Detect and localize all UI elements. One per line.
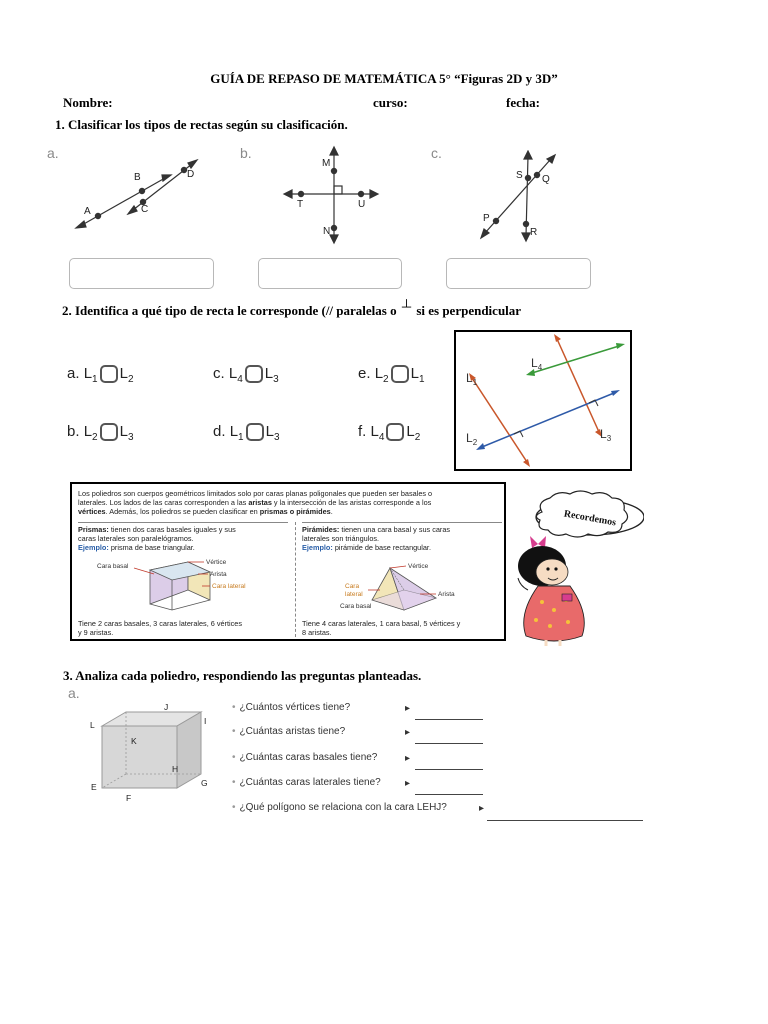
arrow-right-icon: ▸: [405, 703, 411, 714]
prism-edge: [150, 604, 172, 610]
q2-item-left-sub: 1: [238, 432, 244, 443]
name-label: Nombre:: [63, 95, 113, 110]
q2-answer-square-c[interactable]: [245, 365, 263, 383]
arrow-right-icon: ▸: [479, 803, 485, 814]
arrowhead-icon: [330, 147, 338, 155]
q1-item-b-letter: b.: [240, 145, 252, 161]
divider: [295, 522, 296, 637]
pyramid-label-edge: Arista: [438, 591, 455, 598]
q3-question-4: • ¿Cuántas caras laterales tiene?: [232, 777, 381, 788]
q2-item-e: [358, 365, 425, 385]
pyramid-summary-line: Tiene 4 caras laterales, 1 cara basal, 5 vértices y: [302, 619, 461, 628]
pointer-arrow: [390, 566, 406, 568]
q2-prompt-before: 2. Identifica a qué tipo de recta le corresponde (// paralelas o: [62, 303, 397, 318]
arrowhead-icon: [76, 221, 86, 228]
q2-item-right: L: [406, 423, 415, 440]
q3-question-3: • ¿Cuántas caras basales tiene?: [232, 752, 378, 763]
vertex-label-f: F: [126, 793, 132, 803]
prism-summary-line: Tiene 2 caras basales, 3 caras laterales, 6 vértices: [78, 619, 242, 628]
prism-section: [78, 525, 293, 553]
dress-pocket: [562, 594, 572, 601]
point-a: [95, 213, 100, 218]
q2-item-left: L: [83, 365, 93, 382]
point-u: [358, 191, 363, 196]
q3-answer-line-4[interactable]: [415, 785, 483, 803]
q2-item-right: L: [265, 423, 274, 440]
prism-label-base-face: Cara basal: [97, 563, 129, 570]
q3-answer-line-2[interactable]: [415, 734, 483, 752]
perpendicular-symbol: ┴: [401, 299, 412, 314]
q2-answer-square-a[interactable]: [100, 365, 118, 383]
label-a: A: [84, 206, 91, 217]
q2-item-c: [213, 365, 279, 385]
pyramid-label-base-face: Cara basal: [340, 603, 372, 610]
q2-item-right-sub: 2: [127, 374, 134, 385]
prism-front-face: [102, 726, 177, 788]
label-t: T: [297, 199, 304, 210]
q2-item-letter: a.: [67, 365, 80, 382]
course-label: curso:: [373, 95, 408, 110]
bubble-text: Recordemos: [562, 508, 617, 529]
pyramid-desc-line: Pirámides: tienen una cara basal y sus caras: [302, 525, 451, 534]
q2-item-d: [213, 423, 280, 443]
prism-desc-line: caras laterales son paralelógramos.: [78, 534, 194, 544]
q2-prompt-after: si es perpendicular: [416, 303, 522, 318]
arrowhead-icon: [524, 151, 532, 159]
prism-side-face: [177, 712, 201, 788]
q3-answer-line-1[interactable]: [415, 710, 483, 728]
arrowhead-icon: [284, 190, 292, 198]
character-eye: [554, 567, 557, 570]
info-intro-line: laterales. Los lados de las caras corresponden a las aristas y la intersección de las aristas corresponde a los: [78, 498, 432, 508]
q2-item-right: L: [119, 423, 128, 440]
q1-item-a-letter: a.: [47, 145, 59, 161]
character-eye: [546, 567, 549, 570]
arrow-right-icon: ▸: [405, 727, 411, 738]
q2-item-left-sub: 2: [383, 374, 389, 385]
info-intro-line: vértices. Además, los poliedros se pueden clasificar en prismas o pirámides.: [78, 507, 333, 517]
q2-item-left: L: [83, 423, 93, 440]
vertex-label-l: L: [90, 720, 95, 730]
vertex-label-k: K: [131, 736, 137, 746]
label-l4: $L_4$: [531, 356, 543, 372]
line-ab: [82, 178, 165, 225]
point-b: [139, 188, 144, 193]
q3-item-letter: a.: [68, 685, 80, 701]
q2-item-a: [67, 365, 134, 385]
q3-question-2: • ¿Cuántas aristas tiene?: [232, 726, 346, 737]
q3-question-text: ¿Cuántas caras laterales tiene?: [239, 777, 381, 788]
character-face: [536, 559, 568, 585]
q3-question-text: ¿Cuántos vértices tiene?: [239, 702, 351, 713]
q2-item-left: L: [228, 365, 238, 382]
point-q: [534, 172, 539, 177]
q1-diagram-b: [280, 145, 380, 245]
label-q: Q: [542, 174, 550, 185]
point-n: [331, 225, 336, 230]
arrow-right-icon: ▸: [405, 753, 411, 764]
q3-question-text: ¿Cuántas caras basales tiene?: [239, 752, 378, 763]
q1-diagram-a: [70, 150, 210, 235]
label-n: N: [323, 226, 331, 237]
label-r: R: [530, 227, 538, 238]
q2-item-letter: c.: [213, 365, 225, 382]
q2-item-right-sub: 3: [273, 374, 279, 385]
q2-item-left: L: [370, 423, 379, 440]
vertex-label-h: H: [172, 764, 179, 774]
q1-item-c-letter: c.: [431, 145, 442, 161]
pyramid-summary-line: 8 aristas.: [302, 628, 332, 638]
pyramid-example: Ejemplo: pirámide de base rectangular.: [302, 543, 431, 553]
label-l3: $L_3$: [600, 427, 612, 443]
prism-summary-line: y 9 aristas.: [78, 628, 114, 638]
q2-item-left: L: [229, 423, 239, 440]
prism-label-lateral-face: Cara lateral: [212, 583, 246, 590]
vertex-label-g: G: [201, 778, 208, 788]
point-d: [181, 167, 186, 172]
prism-edge: [172, 600, 210, 610]
q2-item-left-sub: 4: [237, 374, 243, 385]
q2-item-letter: b.: [67, 423, 80, 440]
info-intro-line: Los poliedros son cuerpos geométricos limitados solo por caras planas poligonales que pueden ser basales o: [78, 489, 433, 498]
label-b: B: [134, 172, 141, 183]
pyramid-summary: [302, 619, 502, 637]
point-p: [493, 218, 498, 223]
q3-question-text: ¿Qué polígono se relaciona con la cara LEHJ?: [239, 802, 447, 813]
q2-answer-square-f[interactable]: [386, 423, 404, 441]
prism-summary: [78, 619, 293, 637]
right-angle-mark: [334, 186, 342, 194]
q2-item-left: L: [374, 365, 384, 382]
pyramid-label-vertex: Vértice: [408, 563, 429, 570]
divider: [78, 522, 288, 523]
info-intro: [78, 489, 502, 517]
q3-question-5: • ¿Qué polígono se relaciona con la cara LEHJ?: [232, 802, 447, 813]
point-r: [523, 221, 528, 226]
q1-diagram-c: [475, 150, 565, 245]
q2-item-right: L: [119, 365, 128, 382]
point-m: [331, 168, 336, 173]
arrowhead-icon: [330, 235, 338, 243]
prism-example: Ejemplo: prisma de base triangular.: [78, 543, 195, 553]
q2-answer-square-d[interactable]: [246, 423, 264, 441]
point-t: [298, 191, 303, 196]
pyramid-label-face: Cara: [345, 583, 360, 590]
label-c: C: [141, 204, 149, 215]
q2-item-right-sub: 2: [414, 432, 421, 443]
question-3-prompt: 3. Analiza cada poliedro, respondiendo las preguntas planteadas.: [63, 668, 422, 683]
label-s: S: [516, 170, 523, 181]
q2-item-left-sub: 1: [92, 374, 98, 385]
q2-item-b: [67, 423, 134, 443]
q2-item-f: [358, 423, 420, 443]
polyhedra-info-box: [70, 482, 506, 641]
q2-item-right: L: [410, 365, 419, 382]
pyramid-illustration: [312, 556, 502, 616]
pyramid-label-lateral: lateral: [345, 591, 363, 598]
character-illustration: [512, 490, 644, 650]
question-1-prompt: 1. Clasificar los tipos de rectas según su clasificación.: [55, 117, 348, 132]
arrowhead-icon: [522, 233, 530, 241]
divider: [302, 522, 502, 523]
arrow-right-icon: ▸: [405, 778, 411, 789]
arrowhead-icon: [370, 190, 378, 198]
character-dress: [524, 586, 585, 641]
prism-label-edge: Arista: [210, 571, 227, 578]
q3-answer-line-5[interactable]: [487, 811, 643, 829]
q2-item-right-sub: 3: [273, 432, 280, 443]
pyramid-section: [302, 525, 502, 553]
q3-question-1: • ¿Cuántos vértices tiene?: [232, 702, 351, 713]
speech-bubble: [536, 491, 644, 537]
q1-answer-box-b[interactable]: [258, 258, 402, 289]
q3-prism-diagram: [86, 700, 216, 808]
q2-item-right-sub: 3: [127, 432, 134, 443]
prism-illustration: [92, 556, 292, 614]
prism-desc-line: Prismas: tienen dos caras basales iguales y sus: [78, 525, 236, 534]
page-title: GUÍA DE REPASO DE MATEMÁTICA 5° “Figuras 2D y 3D”: [210, 71, 558, 86]
q2-item-letter: d.: [213, 423, 226, 440]
pyramid-desc-line: laterales son triángulos.: [302, 534, 380, 544]
prism-label-vertex: Vértice: [206, 559, 227, 566]
arrowhead-icon: [162, 175, 171, 181]
q2-lines-diagram: [454, 330, 632, 471]
label-p: P: [483, 213, 490, 224]
label-l2: $L_2$: [466, 431, 478, 447]
date-label: fecha:: [506, 95, 540, 110]
q2-item-letter: f.: [358, 423, 367, 440]
q2-item-right-sub: 1: [418, 374, 425, 385]
q3-answer-line-3[interactable]: [415, 760, 483, 778]
label-m: M: [322, 158, 331, 169]
label-u: U: [358, 199, 366, 210]
point-s: [525, 175, 530, 180]
vertex-label-e: E: [91, 782, 97, 792]
vertex-label-i: I: [204, 716, 207, 726]
q2-item-right: L: [264, 365, 274, 382]
question-2-prompt: [62, 299, 522, 319]
q2-item-letter: e.: [358, 365, 371, 382]
q1-answer-box-a[interactable]: [69, 258, 214, 289]
label-d: D: [187, 169, 195, 180]
vertex-label-j: J: [164, 702, 169, 712]
q2-item-left-sub: 2: [92, 432, 98, 443]
q2-answer-square-e[interactable]: [391, 365, 409, 383]
q2-answer-square-b[interactable]: [100, 423, 118, 441]
q1-answer-box-c[interactable]: [446, 258, 591, 289]
q2-item-left-sub: 4: [378, 432, 385, 443]
q3-question-text: ¿Cuántas aristas tiene?: [239, 726, 346, 737]
label-l1: $L_1$: [466, 371, 478, 387]
